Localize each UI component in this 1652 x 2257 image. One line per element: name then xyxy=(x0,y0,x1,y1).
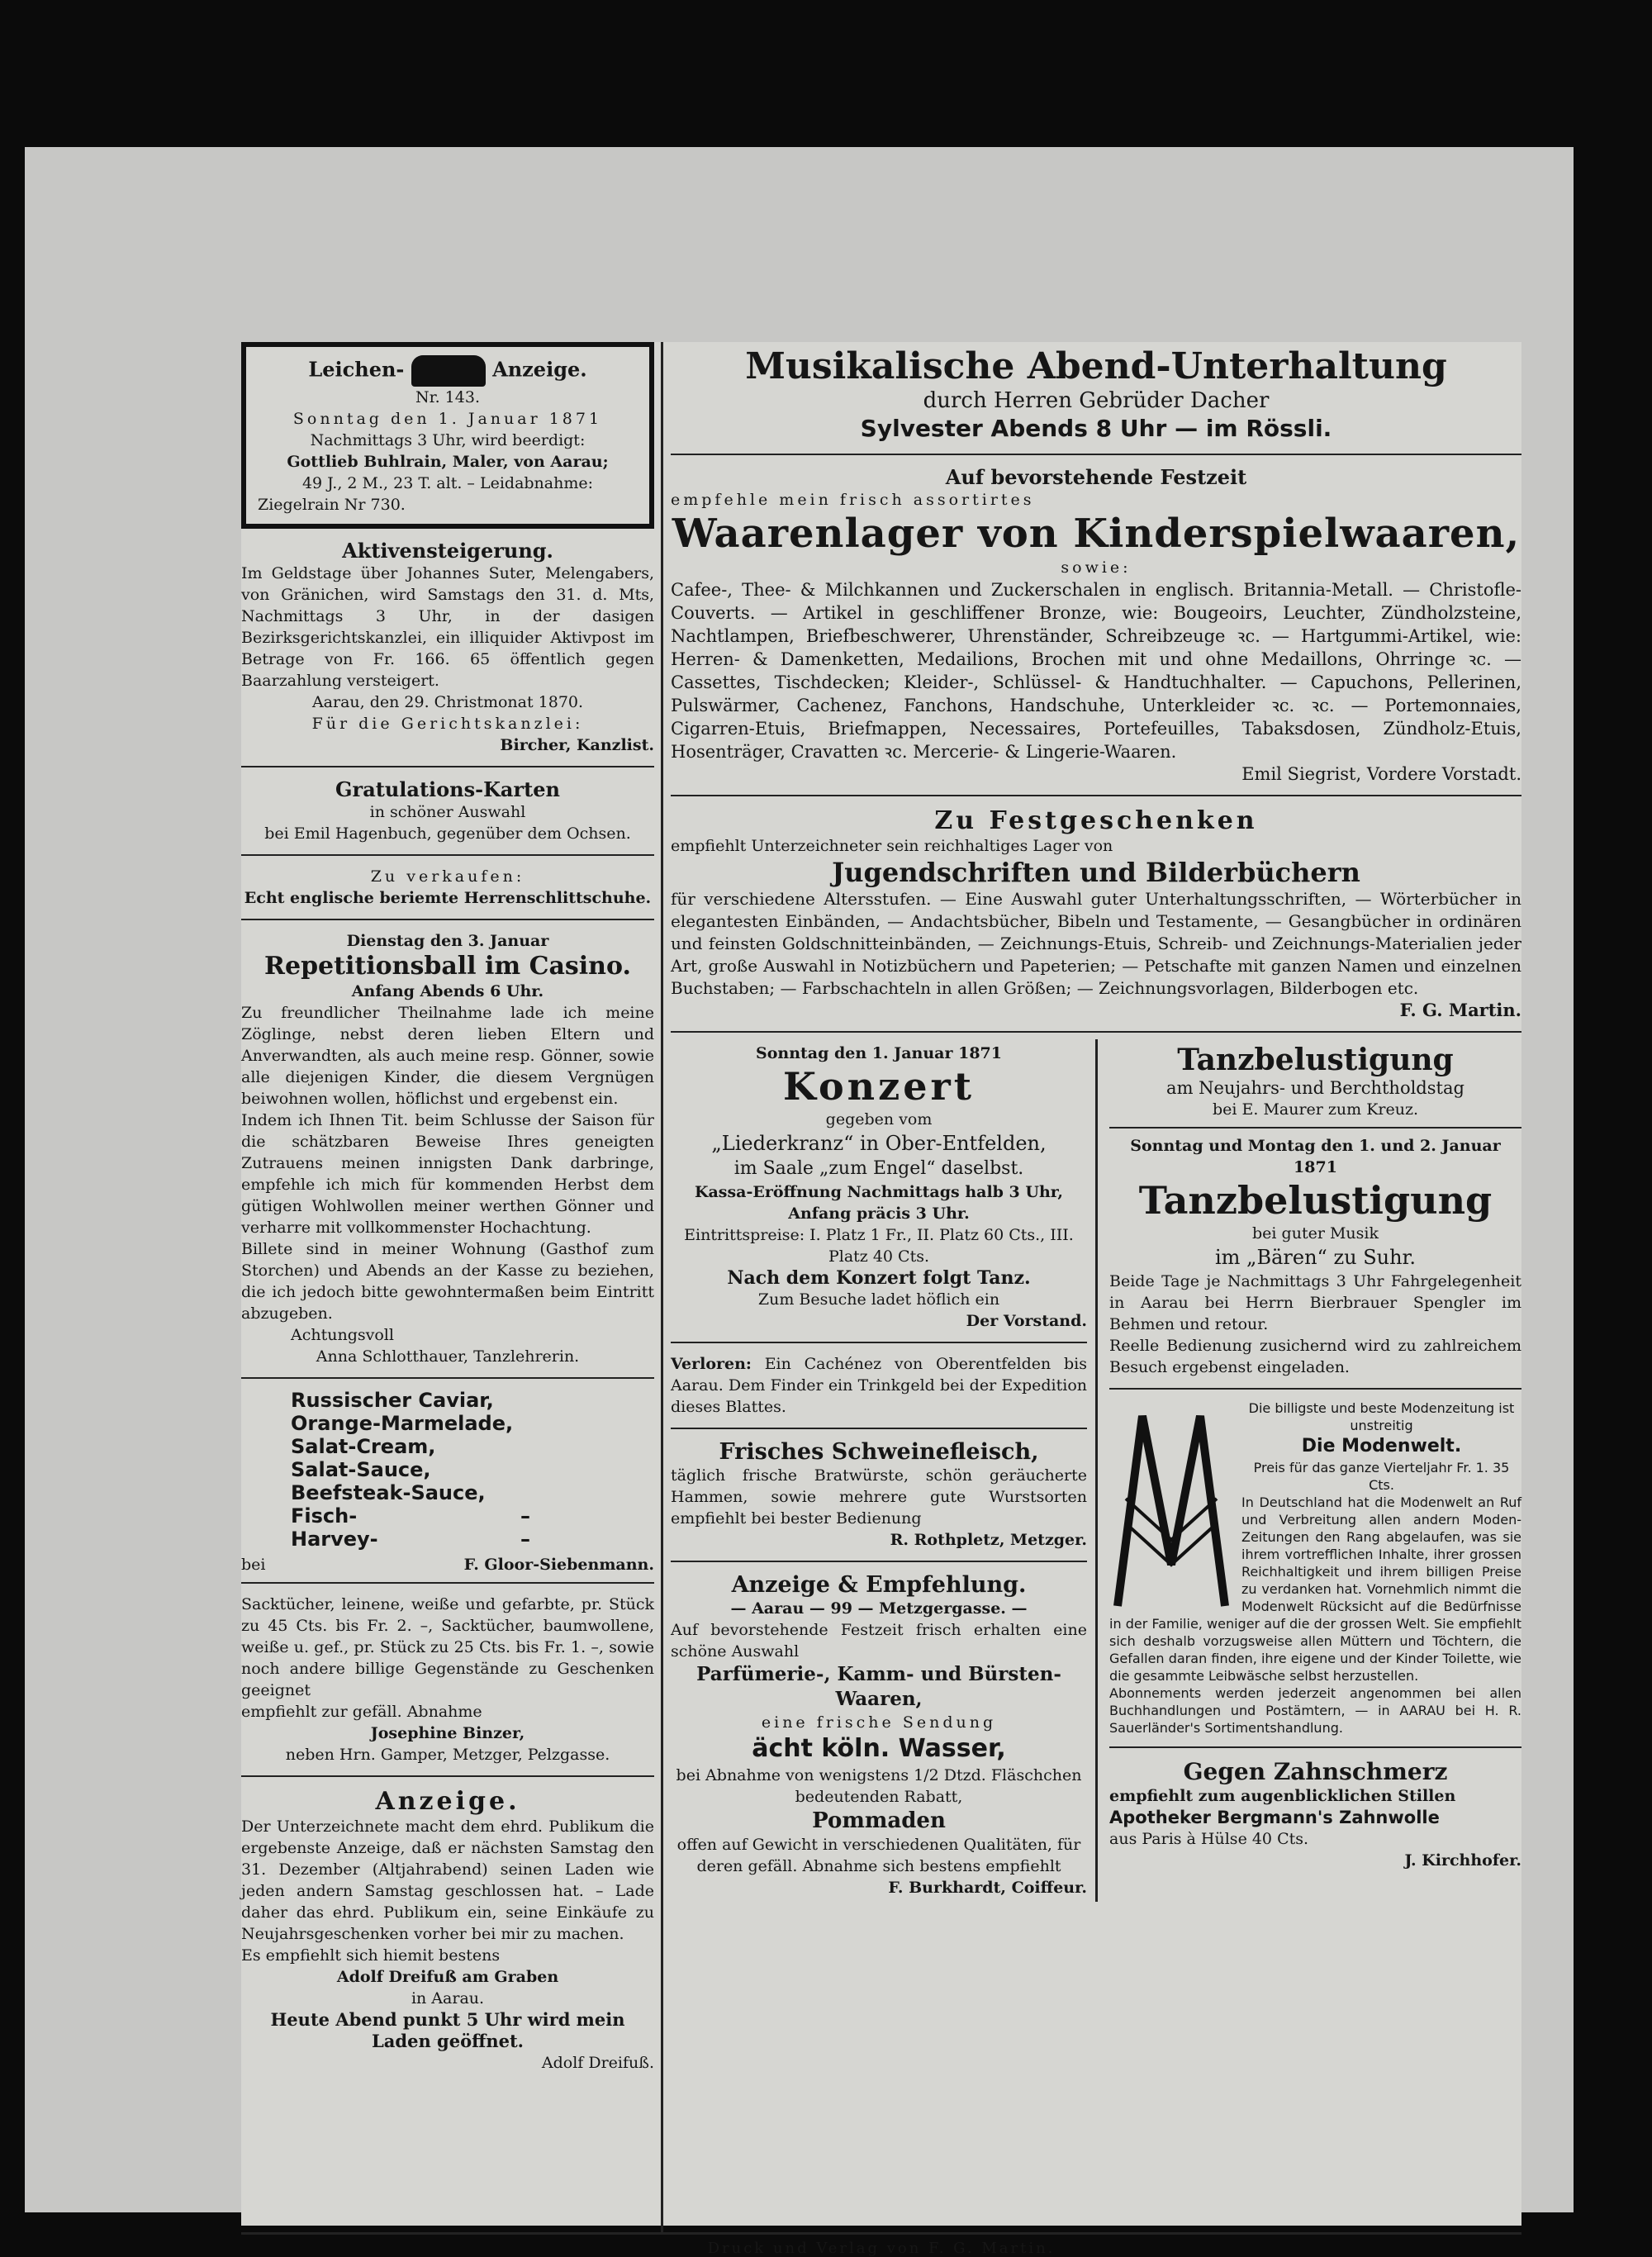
caviar-dash: – xyxy=(520,1504,530,1528)
fest-text: für verschiedene Altersstufen. — Eine Auswahl guter Unterhaltungsschriften, — Wörterbücher in elegantesten Einbänden, — Andachtsbücher, Bibeln und Testamente, — Gesangbücher in ordinären und feinsten Goldschnitteinbänden, — Zeichnungs-Etuis, Schreib- und Zeichnungs-Materialien jeder Art, große Auswahl in Notizbüchern und Papeterien; — Petschafte mit ganzen Namen und einzelnen Buchstaben; — Farbschachteln in allen Größen; — Zeichnungsvorlagen, Bilderbogen etc. xyxy=(671,889,1521,998)
fest-title: Zu Festgeschenken xyxy=(934,806,1258,835)
divider xyxy=(241,1377,654,1379)
konzert-line-5: Anfang präcis 3 Uhr. xyxy=(788,1205,970,1223)
ball-p3: Billete sind in meiner Wohnung (Gasthof zum Storchen) und Abends an der Kasse zu beziehen, die ich jedoch bitte gewohntermaßen beim Eintritt abzugeben. xyxy=(241,1240,654,1323)
moden-ad xyxy=(1109,1396,1521,1740)
caviar-item-3: Salat-Cream, xyxy=(291,1435,436,1458)
ball-p2: Indem ich Ihnen Tit. beim Schlusse der Saison für die schätzbaren Beweise Ihres geneigten Zutrauens meinen innigsten Dank darbringe, empfehle ich mich für kommenden Herbst dem gütigen Wohlwollen meiner werthen Gönner und verharre mit vollkommenster Hochachtung. xyxy=(241,1111,654,1237)
imprint-footer: Druck und Verlag von F. G. Martin. xyxy=(241,2232,1521,2257)
death-line-3: 49 J., 2 M., 23 T. alt. – Leidabnahme: xyxy=(301,474,594,492)
musik-title: Musikalische Abend-Unterhaltung xyxy=(745,345,1447,387)
verloren-text: Ein Cachénez von Oberentfelden bis Aarau. Dem Finder ein Trinkgeld bei der Expedition dieses Blattes. xyxy=(671,1355,1087,1416)
death-notice xyxy=(241,342,654,529)
dreifuss-place: in Aarau. xyxy=(411,1989,485,2008)
tanz-line-3: Sonntag und Montag den 1. und 2. Januar 1871 xyxy=(1130,1137,1501,1176)
modenwelt-logo-icon xyxy=(1109,1399,1233,1614)
tanz-line-2: bei E. Maurer zum Kreuz. xyxy=(1212,1100,1419,1119)
ball-sign-2: Anna Schlotthauer, Tanzlehrerin. xyxy=(316,1347,580,1366)
waaren-sign: Emil Siegrist, Vordere Vorstadt. xyxy=(1241,764,1521,784)
fleisch-ad xyxy=(671,1436,1087,1554)
zahn-line-1: empfiehlt zum augenblicklichen Stillen xyxy=(1109,1787,1456,1805)
ball-ad xyxy=(241,927,654,1371)
fest-sign: F. G. Martin. xyxy=(1399,1000,1521,1020)
divider xyxy=(241,919,654,920)
konzert-date: Sonntag den 1. Januar 1871 xyxy=(755,1044,1002,1062)
death-date: Sonntag den 1. Januar 1871 xyxy=(292,410,603,428)
zahn-sign: J. Kirchhofer. xyxy=(1404,1851,1521,1870)
verk-line-2: Echt englische beriemte Herrenschlittschuhe. xyxy=(244,889,652,907)
dreifuss-title: Anzeige. xyxy=(375,1787,520,1816)
konzert-line-6: Eintrittspreise: I. Platz 1 Fr., II. Platz 60 Cts., III. Platz 40 Cts. xyxy=(684,1226,1074,1266)
newspaper-page xyxy=(241,342,1521,2257)
konzert-line-4: Kassa-Eröffnung Nachmittags halb 3 Uhr, xyxy=(694,1183,1064,1201)
caviar-item-6: Fisch- xyxy=(291,1504,358,1528)
ball-p1: Zu freundlicher Theilnahme lade ich meine Zöglinge, nebst deren lieben Eltern und Anverwandten, als auch meine resp. Gönner, sowie alle diejenigen Kinder, die diesem Vergnügen beiwohnen wollen, höflichst und ergebenst ein. xyxy=(241,1004,654,1108)
divider xyxy=(671,1428,1087,1429)
dreifuss-line-2: Es empfiehlt sich hiemit bestens xyxy=(241,1946,501,1965)
burkhardt-line-3: bei Abnahme von wenigstens 1/2 Dtzd. Fläschchen bedeutenden Rabatt, xyxy=(676,1766,1082,1806)
waaren-pre: Auf bevorstehende Festzeit xyxy=(945,465,1247,489)
dreifuss-heute: Heute Abend punkt 5 Uhr wird mein Laden geöffnet. xyxy=(270,2009,625,2051)
lower-right xyxy=(1098,1039,1521,1902)
moden-text: In Deutschland hat die Modenwelt an Ruf und Verbreitung allen andern Moden-Zeitungen den Rang abgelaufen, was sie ihrem vortrefflichen Inhalte, ihrer grossen Reichhaltigkeit und ihrem billigen Preise zu verdanken hat. Vornehmlich nimmt die Modenwelt Rücksicht auf die Bedürfnisse in der Familie, weniger auf die der grossen Welt. Sie empfiehlt sich deshalb vorzugsweise allen Müttern und Töchtern, die Gefallen daran finden, ihre eigene und der Kinder Toilette, wie die gesammte Leibwäsche selbst herzustellen. xyxy=(1109,1494,1521,1684)
tanz-line-5: im „Bären“ zu Suhr. xyxy=(1214,1246,1417,1269)
caviar-bei: bei xyxy=(241,1556,266,1574)
left-column xyxy=(241,342,654,2077)
divider xyxy=(671,1031,1521,1033)
caviar-row-7 xyxy=(291,1528,530,1551)
ball-date: Dienstag den 3. Januar xyxy=(346,932,549,950)
musik-ad xyxy=(671,342,1521,447)
fest-heading: Jugendschriften und Bilderbüchern xyxy=(832,857,1360,888)
sack-ad xyxy=(241,1590,654,1769)
divider xyxy=(241,766,654,767)
dreifuss-sign: Adolf Dreifuß am Graben xyxy=(336,1968,559,1986)
divider xyxy=(1109,1746,1521,1748)
musik-sub: durch Herren Gebrüder Dacher xyxy=(923,388,1270,413)
tanz-text: Beide Tage je Nachmittags 3 Uhr Fahrgelegenheit in Aarau bei Herrn Bierbrauer Spengler im Behmen und retour. xyxy=(1109,1272,1521,1333)
grat-line-2: bei Emil Hagenbuch, gegenüber dem Ochsen. xyxy=(264,824,631,843)
tanz-title-2: Tanzbelustigung xyxy=(1138,1178,1493,1223)
waaren-title: Waarenlager von Kinderspielwaaren, xyxy=(672,511,1521,557)
caviar-item-2: Orange-Marmelade, xyxy=(291,1412,514,1435)
divider xyxy=(1109,1388,1521,1390)
divider xyxy=(241,1775,654,1777)
ball-sign-1: Achtungsvoll xyxy=(291,1326,394,1344)
fleisch-sign: R. Rothpletz, Metzger. xyxy=(890,1531,1087,1549)
caviar-item-5: Beefsteak-Sauce, xyxy=(291,1481,486,1504)
sack-line-2: empfiehlt zur gefäll. Abnahme xyxy=(241,1703,482,1721)
divider xyxy=(241,854,654,856)
aktiv-sign: Bircher, Kanzlist. xyxy=(500,736,654,754)
verloren-label: Verloren: xyxy=(671,1355,752,1373)
konzert-ad xyxy=(671,1039,1087,1335)
sack-addr: neben Hrn. Gamper, Metzger, Pelzgasse. xyxy=(285,1746,610,1764)
fleisch-text: täglich frische Bratwürste, schön geräucherte Hammen, sowie mehrere gute Wurstsorten empfiehlt bei bester Bedienung xyxy=(671,1466,1087,1528)
aktiv-ad xyxy=(241,535,654,759)
burkhardt-heading-2: ächt köln. Wasser, xyxy=(752,1734,1006,1763)
lower-columns xyxy=(671,1039,1521,1902)
zahn-line-3: aus Paris à Hülse 40 Cts. xyxy=(1109,1830,1309,1848)
caviar-ad xyxy=(241,1385,654,1554)
fest-ad xyxy=(671,803,1521,1024)
moden-title: Die Modenwelt. xyxy=(1301,1436,1462,1456)
zahn-title: Gegen Zahnschmerz xyxy=(1183,1758,1448,1785)
zahn-line-2: Apotheker Bergmann's Zahnwolle xyxy=(1109,1808,1440,1827)
right-column xyxy=(671,342,1521,1902)
aktiv-title: Aktivensteigerung. xyxy=(342,539,553,563)
death-line-1: Nachmittags 3 Uhr, wird beerdigt: xyxy=(310,431,586,449)
zahn-ad xyxy=(1109,1755,1521,1874)
waaren-sowie: sowie: xyxy=(1061,558,1132,577)
death-line-4: Ziegelrain Nr 730. xyxy=(258,496,406,514)
caviar-item-7: Harvey- xyxy=(291,1528,378,1551)
konzert-line-8: Zum Besuche ladet höflich ein xyxy=(757,1290,1000,1309)
burkhardt-line-2: eine frische Sendung xyxy=(761,1713,997,1732)
konzert-line-3: im Saale „zum Engel“ daselbst. xyxy=(733,1158,1024,1179)
grat-line-1: in schöner Auswahl xyxy=(369,803,526,821)
caviar-item-1: Russischer Caviar, xyxy=(291,1389,494,1412)
aktiv-text: Im Geldstage über Johannes Suter, Melengabers, von Gränichen, wird Samstags den 31. d. Mts, Nachmittags 3 Uhr, in der dasigen Bezirksgerichtskanzlei, ein illiquider Aktivpost im Betrage von Fr. 166. 65 öffentlich gegen Baarzahlung versteigert. xyxy=(241,564,654,690)
divider xyxy=(241,1582,654,1584)
dreifuss-sign-2: Adolf Dreifuß. xyxy=(541,2054,654,2072)
caviar-dash: – xyxy=(520,1528,530,1551)
ball-title: Repetitionsball im Casino. xyxy=(264,952,631,981)
burkhardt-line-4: offen auf Gewicht in verschiedenen Qualitäten, für deren gefäll. Abnahme sich bestens empfiehlt xyxy=(676,1836,1081,1875)
burkhardt-text: Auf bevorstehende Festzeit frisch erhalten eine schöne Auswahl xyxy=(671,1621,1087,1661)
burkhardt-heading-1: Parfümerie-, Kamm- und Bürsten-Waaren, xyxy=(696,1663,1061,1710)
caviar-sign-row xyxy=(241,1554,654,1575)
tanz-text-2: Reelle Bedienung zusichernd wird zu zahlreichem Besuch ergebenst eingeladen. xyxy=(1109,1337,1521,1376)
moden-line-2: Preis für das ganze Vierteljahr Fr. 1. 35 Cts. xyxy=(1253,1460,1510,1493)
aktiv-for: Für die Gerichtskanzlei: xyxy=(311,715,584,733)
burkhardt-ad xyxy=(671,1569,1087,1902)
moden-line-1: Die billigste und beste Modenzeitung ist unstreitig xyxy=(1248,1400,1515,1433)
fleisch-title: Frisches Schweinefleisch, xyxy=(719,1439,1039,1465)
coffin-icon xyxy=(411,355,486,387)
death-notice-title xyxy=(258,355,638,387)
divider xyxy=(671,1561,1087,1562)
konzert-line-2: „Liederkranz“ in Ober-Entfelden, xyxy=(711,1132,1047,1155)
musik-when: Sylvester Abends 8 Uhr — im Rössli. xyxy=(860,415,1332,442)
sack-sign: Josephine Binzer, xyxy=(370,1724,525,1742)
waaren-ad xyxy=(671,462,1521,788)
divider xyxy=(1109,1127,1521,1128)
death-title-b: Anzeige. xyxy=(492,357,587,382)
grat-ad xyxy=(241,774,654,848)
konzert-sign: Der Vorstand. xyxy=(966,1312,1087,1330)
death-nr: Nr. 143. xyxy=(415,388,480,406)
caviar-sign: F. Gloor-Siebenmann. xyxy=(463,1556,654,1574)
dreifuss-ad xyxy=(241,1784,654,2077)
moden-text-2: Abonnements werden jederzeit angenommen bei allen Buchhandlungen und Postämtern, — in AARAU bei H. R. Sauerländer's Sortimentshandlung. xyxy=(1109,1685,1521,1736)
verk-line-1: Zu verkaufen: xyxy=(370,867,525,886)
verk-ad xyxy=(241,862,654,912)
sack-text: Sacktücher, leinene, weiße und gefarbte, pr. Stück zu 45 Cts. bis Fr. 2. –, Sacktücher, baumwollene, weiße u. gef., pr. Stück zu 25 Cts. bis Fr. 1. –, sowie noch andere billige Gegenstände zu Geschenken geeignet xyxy=(241,1595,654,1699)
tanz-line-4: bei guter Musik xyxy=(1252,1224,1379,1243)
ball-start: Anfang Abends 6 Uhr. xyxy=(351,982,544,1000)
fest-line-1: empfiehlt Unterzeichneter sein reichhaltiges Lager von xyxy=(671,837,1113,855)
paper-sheet xyxy=(25,147,1574,2257)
konzert-line-1: gegeben vom xyxy=(825,1110,933,1128)
burkhardt-heading-3: Pommaden xyxy=(812,1808,946,1833)
dreifuss-text: Der Unterzeichnete macht dem ehrd. Publikum die ergebenste Anzeige, daß er nächsten Samstag den 31. Dezember (Altjahrabend) seinen Laden wie jeden andern Samstag geschlossen hat. – Lade daher das ehrd. Publikum ein, seine Einkäufe zu Neujahrsgeschenken vorher bei mir zu machen. xyxy=(241,1817,654,1943)
caviar-row-6 xyxy=(291,1504,530,1528)
divider xyxy=(671,1342,1087,1343)
waaren-line-1: empfehle mein frisch assortirtes xyxy=(671,491,1035,509)
column-divider xyxy=(661,342,663,2234)
konzert-title: Konzert xyxy=(783,1064,975,1109)
death-title-a: Leichen- xyxy=(308,357,405,382)
caviar-item-4: Salat-Sauce, xyxy=(291,1458,431,1481)
verloren-ad xyxy=(671,1350,1087,1421)
tanz-ad xyxy=(1109,1039,1521,1381)
divider xyxy=(671,795,1521,796)
waaren-text: Cafee-, Thee- & Milchkannen und Zuckerschalen in englisch. Britannia-Metall. — Christofle-Couverts. — Artikel in geschliffener Bronze, wie: Bougeoirs, Leuchter, Zündholzsteine, Nachtlampen, Briefbeschwerer, Uhrenständer, Schreibzeuge ꝛc. — Hartgummi-Artikel, wie: Herren- & Damenketten, Medailions, Brochen mit und ohne Medaillons, Ohrringe ꝛc. — Cassettes, Tischdecken; Kleider-, Schlüssel- & Handtuchhalter. — Capuchons, Pellerinen, Pulswärmer, Cachenez, Fanchons, Handschuhe, Unterkleider ꝛc. ꝛc. — Portemonnaies, Cigarren-Etuis, Briefmappen, Necessaires, Portefeuilles, Tabaksdosen, Zündholz-Etuis, Hosenträger, Cravatten ꝛc. Mercerie- & Lingerie-Waaren. xyxy=(671,580,1521,762)
death-line-2: Gottlieb Buhlrain, Maler, von Aarau; xyxy=(287,453,609,471)
burkhardt-sign: F. Burkhardt, Coiffeur. xyxy=(888,1879,1087,1897)
aktiv-date: Aarau, den 29. Christmonat 1870. xyxy=(311,693,584,711)
grat-title: Gratulations-Karten xyxy=(335,777,560,801)
burkhardt-addr: — Aarau — 99 — Metzgergasse. — xyxy=(730,1599,1028,1618)
burkhardt-title: Anzeige & Empfehlung. xyxy=(731,1572,1027,1598)
lower-left xyxy=(671,1039,1098,1902)
tanz-title: Tanzbelustigung xyxy=(1177,1043,1454,1077)
divider xyxy=(671,454,1521,455)
konzert-line-7: Nach dem Konzert folgt Tanz. xyxy=(727,1267,1031,1289)
tanz-line-1: am Neujahrs- und Berchtholdstag xyxy=(1166,1078,1464,1098)
